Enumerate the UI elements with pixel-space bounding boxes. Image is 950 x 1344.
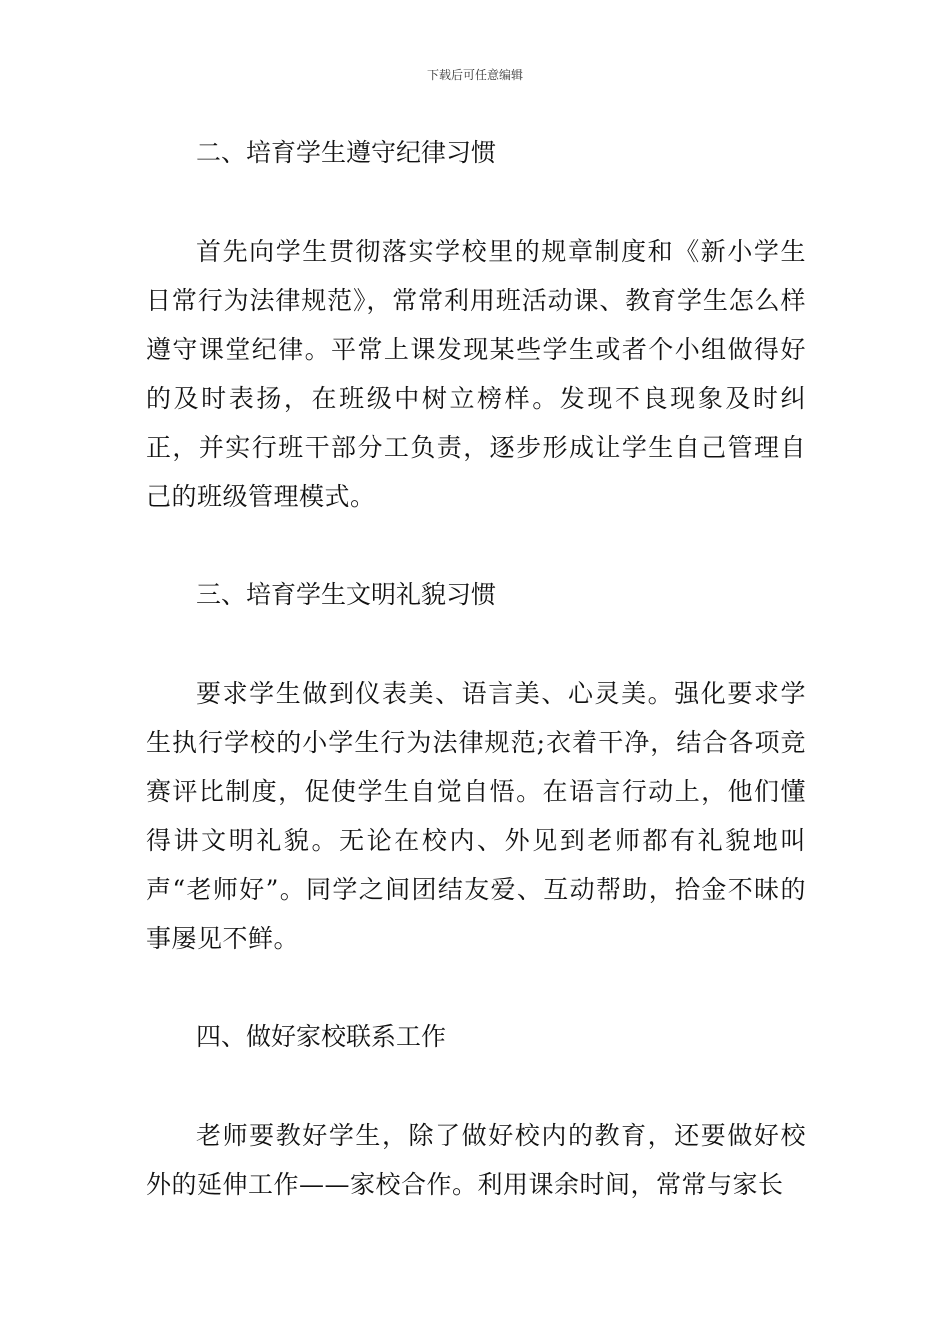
- header-note: 下载后可任意编辑: [426, 68, 523, 82]
- spacer: [146, 1061, 806, 1111]
- section-courtesy: [146, 570, 806, 1012]
- section-home-school: [146, 1012, 806, 1209]
- section-paragraph: 要求学生做到仪表美、语言美、心灵美。强化要求学生执行学校的小学生行为法律规范;衣着干净，结合各项竞赛评比制度，促使学生自觉自悟。在语言行动上，他们懂得讲文明礼貌。无论在校内、外见到老师都有礼貌地叫声“老师好”。同学之间团结友爱、互动帮助，拾金不昧的事屡见不鲜。: [146, 679, 806, 953]
- section-heading: 二、培育学生遵守纪律习惯: [196, 138, 497, 167]
- section-heading: 三、培育学生文明礼貌习惯: [196, 580, 497, 609]
- spacer: [146, 963, 806, 1012]
- document-body: [146, 128, 806, 1209]
- spacer: [146, 619, 806, 669]
- section-heading: 四、做好家校联系工作: [196, 1022, 447, 1051]
- spacer: [146, 177, 806, 227]
- section-discipline: [146, 128, 806, 570]
- section-paragraph: 首先向学生贯彻落实学校里的规章制度和《新小学生日常行为法律规范》，常常利用班活动课、教育学生怎么样遵守课堂纪律。平常上课发现某些学生或者个小组做得好的及时表扬，在班级中树立榜样。发现不良现象及时纠正，并实行班干部分工负责，逐步形成让学生自己管理自己的班级管理模式。: [146, 237, 806, 511]
- section-paragraph: 老师要教好学生，除了做好校内的教育，还要做好校外的延伸工作——家校合作。利用课余时间，常常与家长: [146, 1121, 806, 1199]
- spacer: [146, 521, 806, 570]
